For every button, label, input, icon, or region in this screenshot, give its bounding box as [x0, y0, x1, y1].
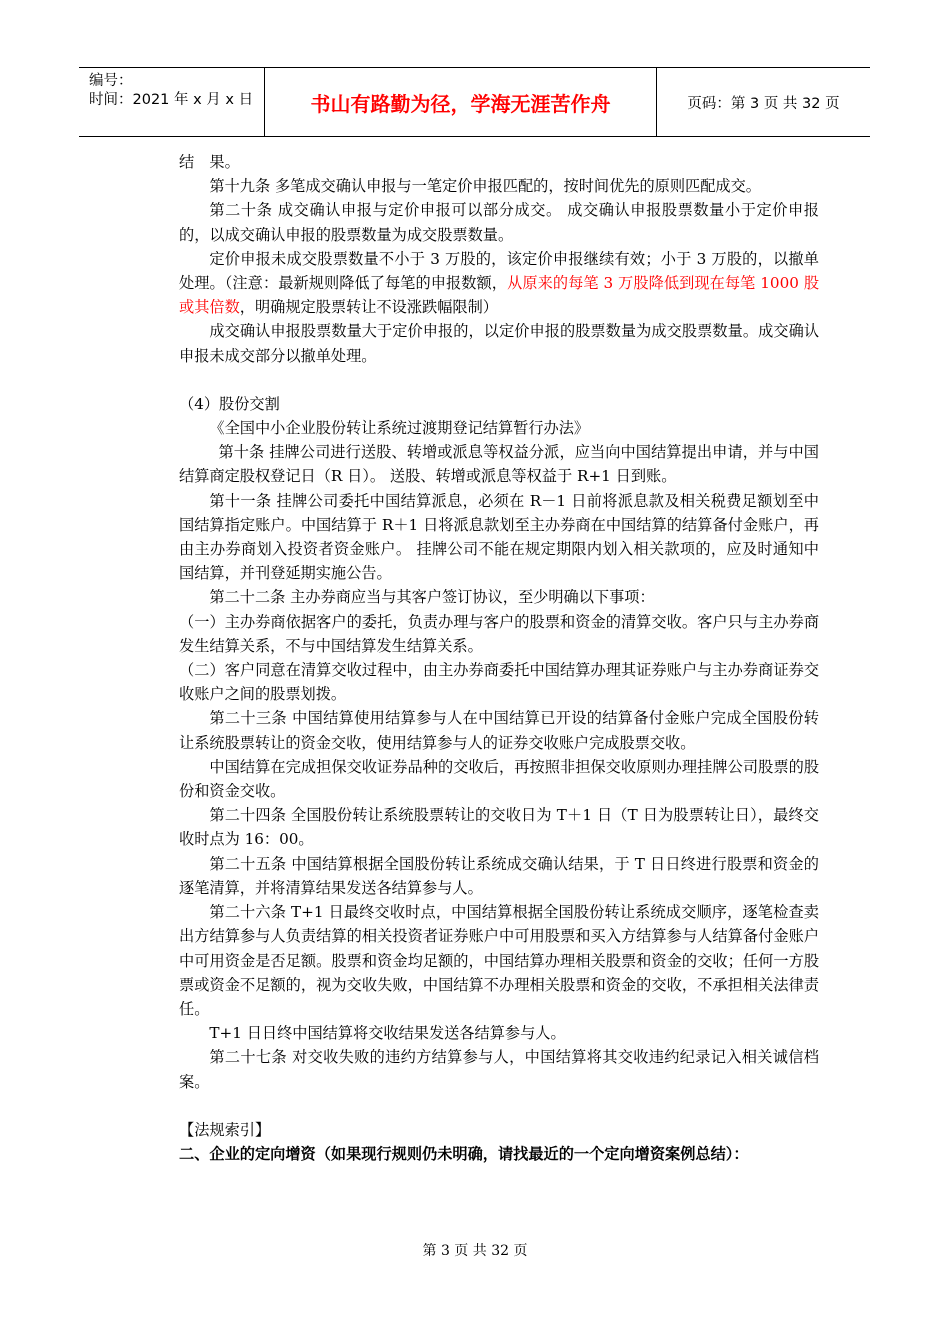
article-24: 第二十四条 全国股份转让系统股票转让的交收日为 T＋1 日（T 日为股票转让日），最终交收时点为 16：00。 — [179, 806, 819, 849]
article-11: 第十一条 挂牌公司委托中国结算派息，必须在 R－1 日前将派息款及相关税费足额划至中国结算指定账户。中国结算于 R＋1 日将派息款划至主办券商在中国结算的结算备付金账户，再由主办券商划入投资者资金账户。 挂牌公司不能在规定期限内划入相关款项的，应及时通知中国结算，并刊登延期实施公告。 — [179, 491, 819, 583]
header-meta — [89, 72, 253, 110]
section-title: 二、企业的定向增资（如果现行规则仍未明确，请找最近的一个定向增资案例总结）： — [179, 1144, 749, 1163]
list-item: （一）主办券商依据客户的委托，负责办理与客户的股票和资金的清算交收。客户只与主办券商发生结算关系，不与中国结算发生结算关系。 — [179, 612, 819, 655]
header-motto: 书山有路勤为径，学海无涯苦作舟 — [310, 91, 611, 116]
article-23: 第二十三条 中国结算使用结算参与人在中国结算已开设的结算备付金账户完成全国股份转让系统股票转让的资金交收，使用结算参与人的证券交收账户完成股票交收。 — [179, 709, 819, 752]
header-page-info: 页码：第 3 页 共 32 页 — [687, 95, 840, 112]
article-20: 第二十条 成交确认申报与定价申报可以部分成交。 成交确认申报股票数量小于定价申报的，以成交确认申报的股票数量为成交股票数量。 — [179, 201, 819, 244]
paragraph: 成交确认申报股票数量大于定价申报的，以定价申报的股票数量为成交股票数量。成交确认申报未成交部分以撤单处理。 — [179, 322, 819, 365]
paragraph-note — [179, 247, 819, 320]
article-26: 第二十六条 T+1 日最终交收时点，中国结算根据全国股份转让系统成交顺序，逐笔检查卖出方结算参与人负责结算的相关投资者证券账户中可用股票和买入方结算参与人结算备付金账户中可用资金是否足额。股票和资金均足额的，中国结算办理相关股票和资金的交收；任何一方股票或资金不足额的，视为交收失败，中国结算不办理相关股票和资金的交收，不承担相关法律责任。 — [179, 903, 819, 1018]
paragraph: T+1 日日终中国结算将交收结果发送各结算参与人。 — [209, 1024, 566, 1043]
regulation-index-heading: 【法规索引】 — [179, 1120, 271, 1139]
page-header — [79, 67, 870, 137]
regulation-title: 《全国中小企业股份转让系统过渡期登记结算暂行办法》 — [209, 419, 590, 438]
paragraph: 结 果。 — [179, 153, 240, 171]
article-27: 第二十七条 对交收失败的违约方结算参与人，中国结算将其交收违约纪录记入相关诚信档案。 — [179, 1048, 819, 1091]
page-footer: 第 3 页 共 32 页 — [422, 1243, 528, 1259]
note-text: ，明确规定股票转让不设涨跌幅限制） — [239, 298, 498, 317]
highlighted-note: 从原来的每笔 3 万股降低到现在每笔 1000 股或其倍数 — [179, 274, 820, 317]
blank-line — [179, 1094, 819, 1118]
document-body — [179, 150, 819, 1166]
paragraph: 中国结算在完成担保交收证券品种的交收后，再按照非担保交收原则办理挂牌公司股票的股份和资金交收。 — [179, 757, 819, 801]
section-heading: （4）股份交割 — [179, 394, 280, 413]
article-19: 第十九条 多笔成交确认申报与一笔定价申报匹配的，按时间优先的原则匹配成交。 — [209, 177, 761, 196]
document-date-label: 时间：2021 年 x 月 x 日 — [89, 92, 254, 108]
document-number-label: 编号： — [89, 73, 133, 89]
note-text: 定价申报未成交股票数量不小于 3 万股的，该定价申报继续有效；小于 3 万股的，以撤单处理。（注意：最新规则降低了每笔的申报数额， — [179, 249, 819, 293]
article-25: 第二十五条 中国结算根据全国股份转让系统成交确认结果，于 T 日日终进行股票和资金的逐笔清算，并将清算结果发送各结算参与人。 — [179, 854, 819, 897]
list-item: （二）客户同意在清算交收过程中，由主办券商委托中国结算办理其证券账户与主办券商证券交收账户之间的股票划拨。 — [179, 661, 819, 704]
blank-line — [179, 368, 819, 392]
article-22: 第二十二条 主办券商应当与其客户签订协议，至少明确以下事项： — [209, 588, 655, 607]
article-10: 第十条 挂牌公司进行送股、转增或派息等权益分派，应当向中国结算提出申请，并与中国结算商定股权登记日（R 日）。 送股、转增或派息等权益于 R+1 日到账。 — [179, 443, 819, 486]
